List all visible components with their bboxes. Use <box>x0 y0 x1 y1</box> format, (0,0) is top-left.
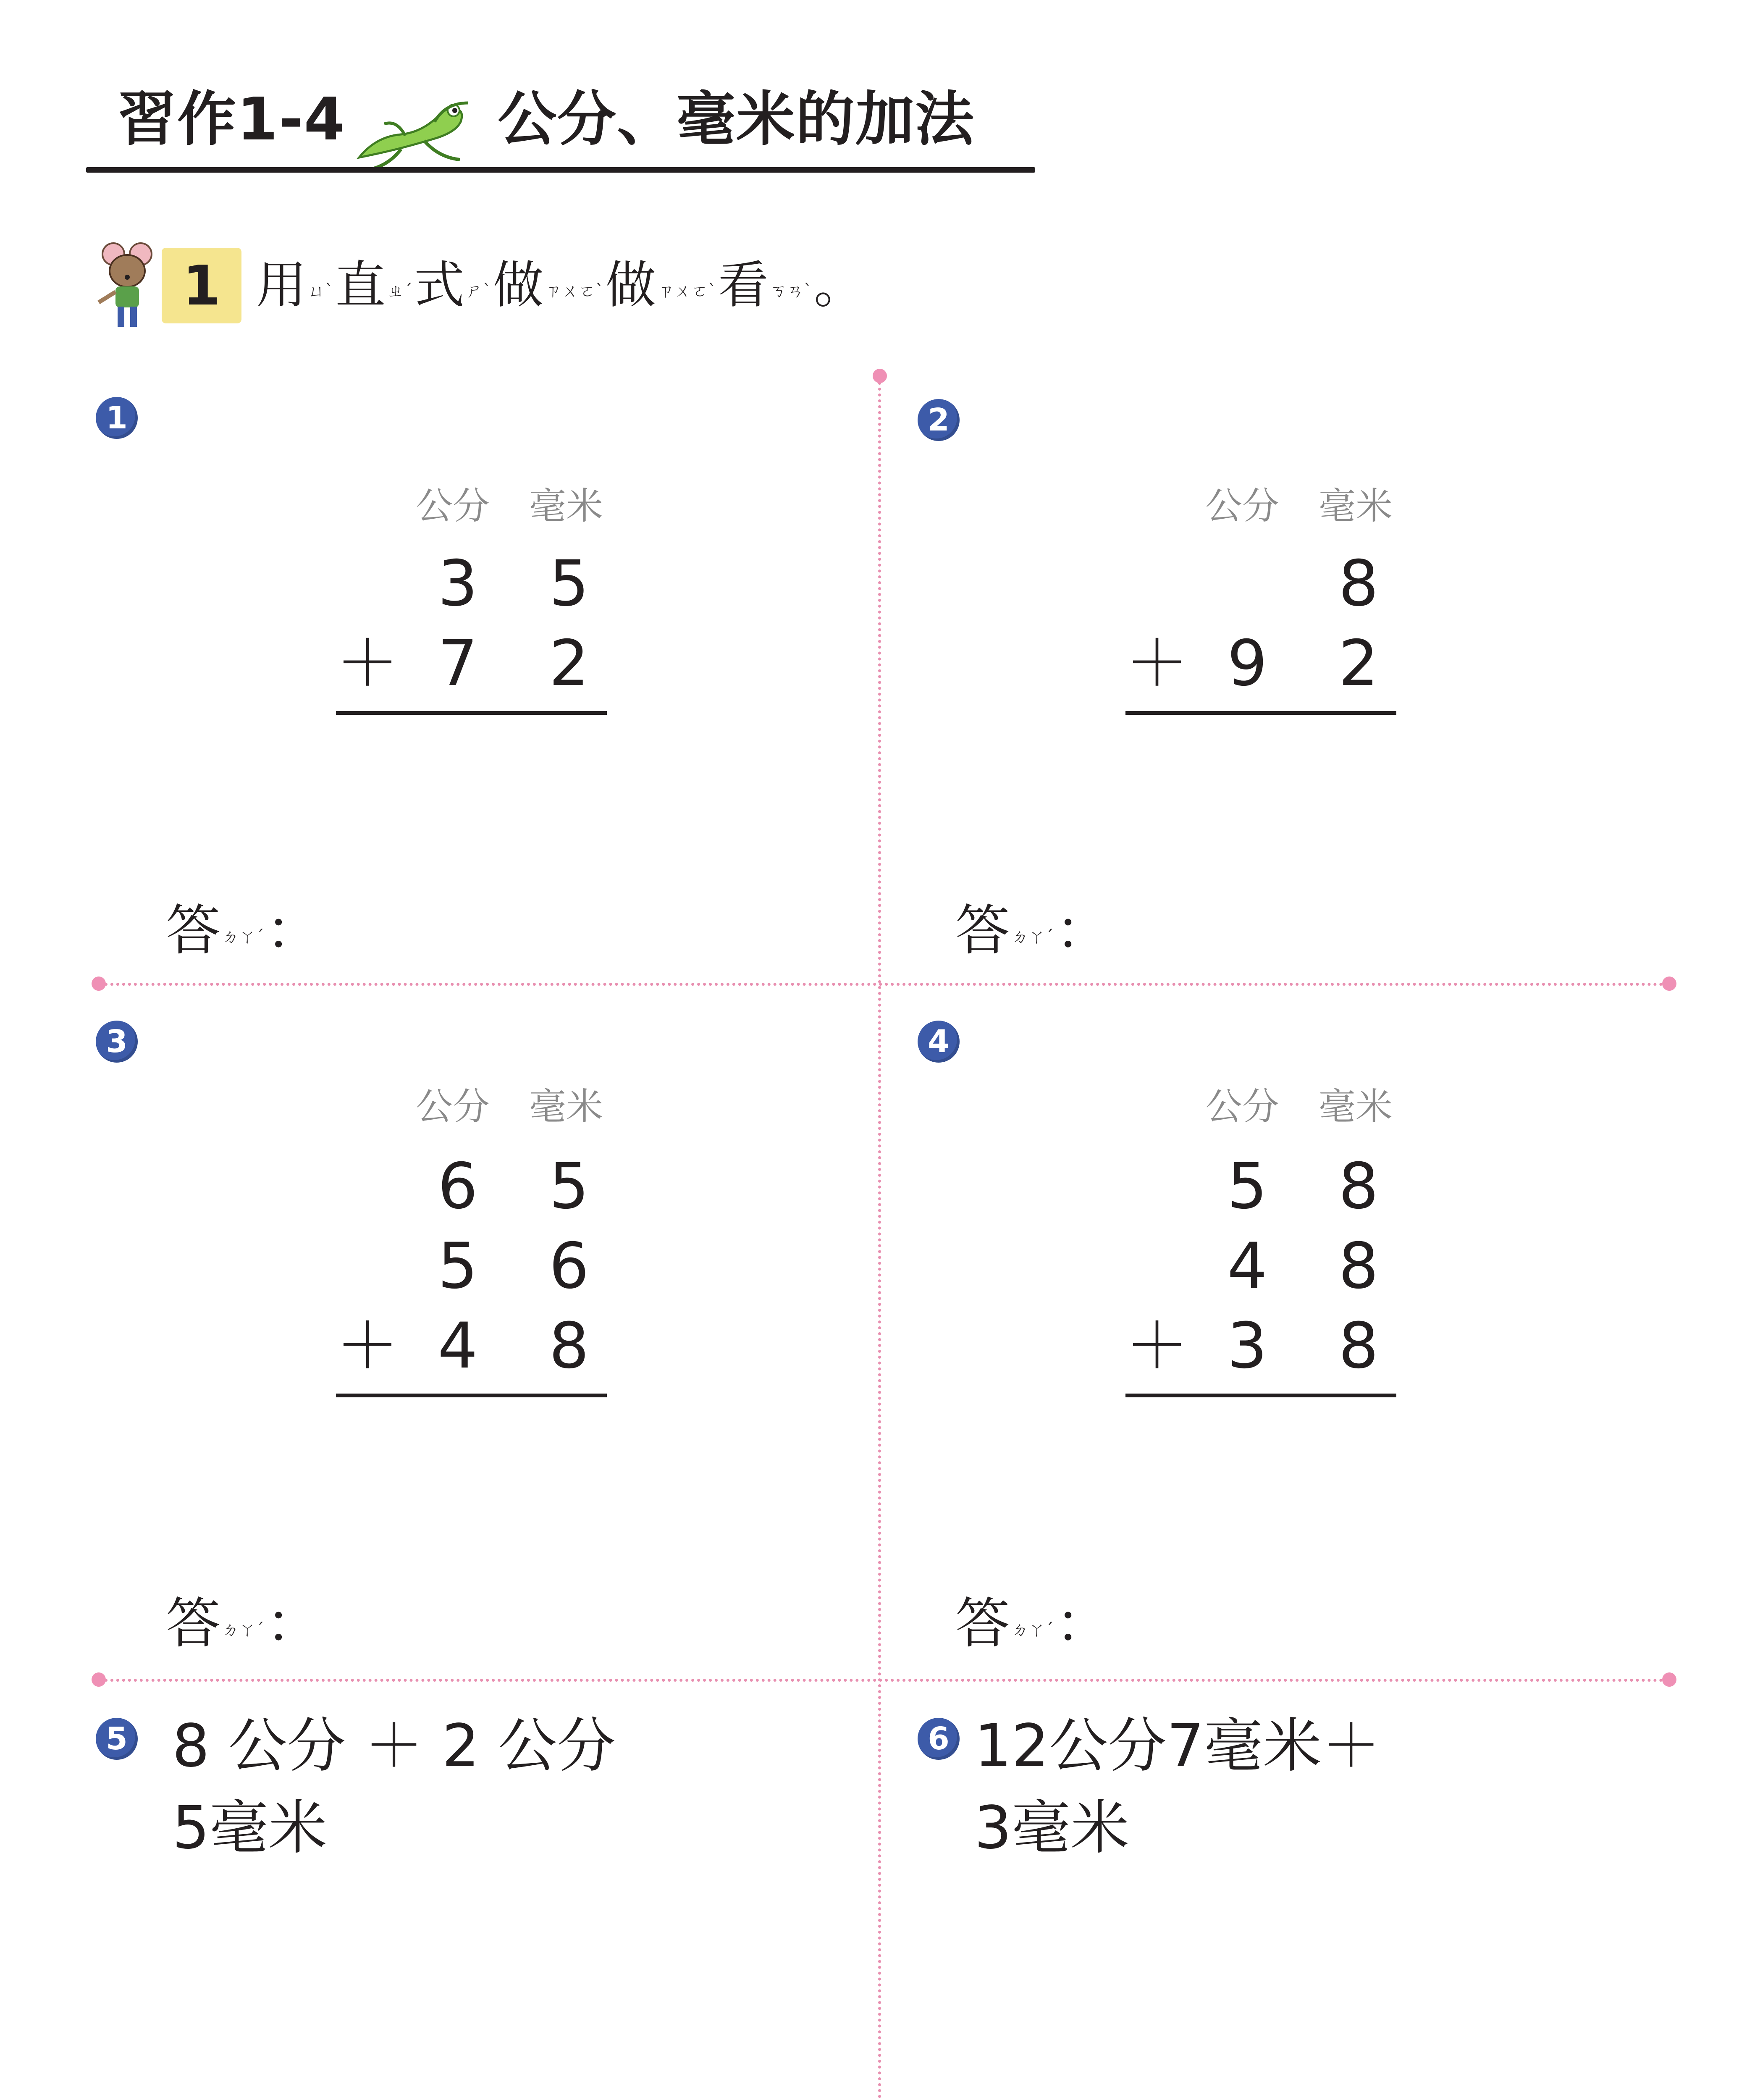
addend-row: ＋ 9 2 <box>1125 627 1379 700</box>
addend-row: 5 6 <box>438 1230 589 1303</box>
unit-labels: 公分 毫米 <box>416 484 603 528</box>
answer-label: 答ㄉㄚˊ： <box>955 1591 1110 1655</box>
sum-line <box>336 1394 607 1397</box>
addend-row: ＋ 7 2 <box>336 627 589 700</box>
vertical-divider <box>878 376 881 2100</box>
instruction-text: 用ㄩˋ直 ㄓˊ式 ㄕˋ做 ㄗㄨㄛˋ做 ㄗㄨㄛˋ看 ㄎㄢˋ。 <box>256 256 864 315</box>
sum-line <box>336 711 607 715</box>
word-problem-line: 3毫米 <box>974 1794 1130 1862</box>
divider-dot <box>92 976 106 991</box>
answer-label: 答ㄉㄚˊ： <box>955 898 1110 962</box>
problem-badge-2: 2 <box>918 399 960 441</box>
sum-line <box>1125 1394 1396 1397</box>
addend-row: ＋ 3 8 <box>1125 1310 1379 1383</box>
addend-row: 3 5 <box>438 547 589 620</box>
problem-badge-6: 6 <box>918 1718 960 1760</box>
addend-row: 6 5 <box>438 1150 589 1223</box>
answer-label: 答ㄉㄚˊ： <box>166 898 321 962</box>
addend-row: ＋ 4 8 <box>336 1310 589 1383</box>
unit-labels: 公分 毫米 <box>1205 1085 1393 1128</box>
section-number: 1 <box>182 254 221 318</box>
exercise-label: 習作1-4 <box>118 85 346 154</box>
mouse-mascot-icon <box>94 239 157 332</box>
section-number-box <box>162 248 241 323</box>
divider-dot <box>1662 976 1676 991</box>
addend-row: 4 8 <box>1227 1230 1379 1303</box>
addend-row: 8 <box>1338 547 1379 620</box>
problem-badge-3: 3 <box>96 1021 138 1063</box>
problem-badge-5: 5 <box>96 1718 138 1760</box>
word-problem-line: 5毫米 <box>172 1794 328 1862</box>
addend-row: 5 8 <box>1227 1150 1379 1223</box>
page-title: 公分、毫米的加法 <box>498 85 975 154</box>
problem-badge-1: 1 <box>96 397 138 439</box>
answer-label: 答ㄉㄚˊ： <box>166 1591 321 1655</box>
unit-labels: 公分 毫米 <box>1205 484 1393 528</box>
horizontal-divider <box>99 1679 1669 1682</box>
header-underline <box>86 167 1035 173</box>
word-problem-line: 8 公分 ＋ 2 公分 <box>172 1712 616 1780</box>
sum-line <box>1125 711 1396 715</box>
horizontal-divider <box>99 983 1669 986</box>
divider-dot <box>873 369 887 383</box>
frog-icon <box>351 86 477 174</box>
problem-badge-4: 4 <box>918 1021 960 1063</box>
word-problem-line: 12公分7毫米＋ <box>974 1712 1381 1780</box>
divider-dot <box>1662 1672 1676 1687</box>
unit-labels: 公分 毫米 <box>416 1085 603 1128</box>
divider-dot <box>92 1672 106 1687</box>
